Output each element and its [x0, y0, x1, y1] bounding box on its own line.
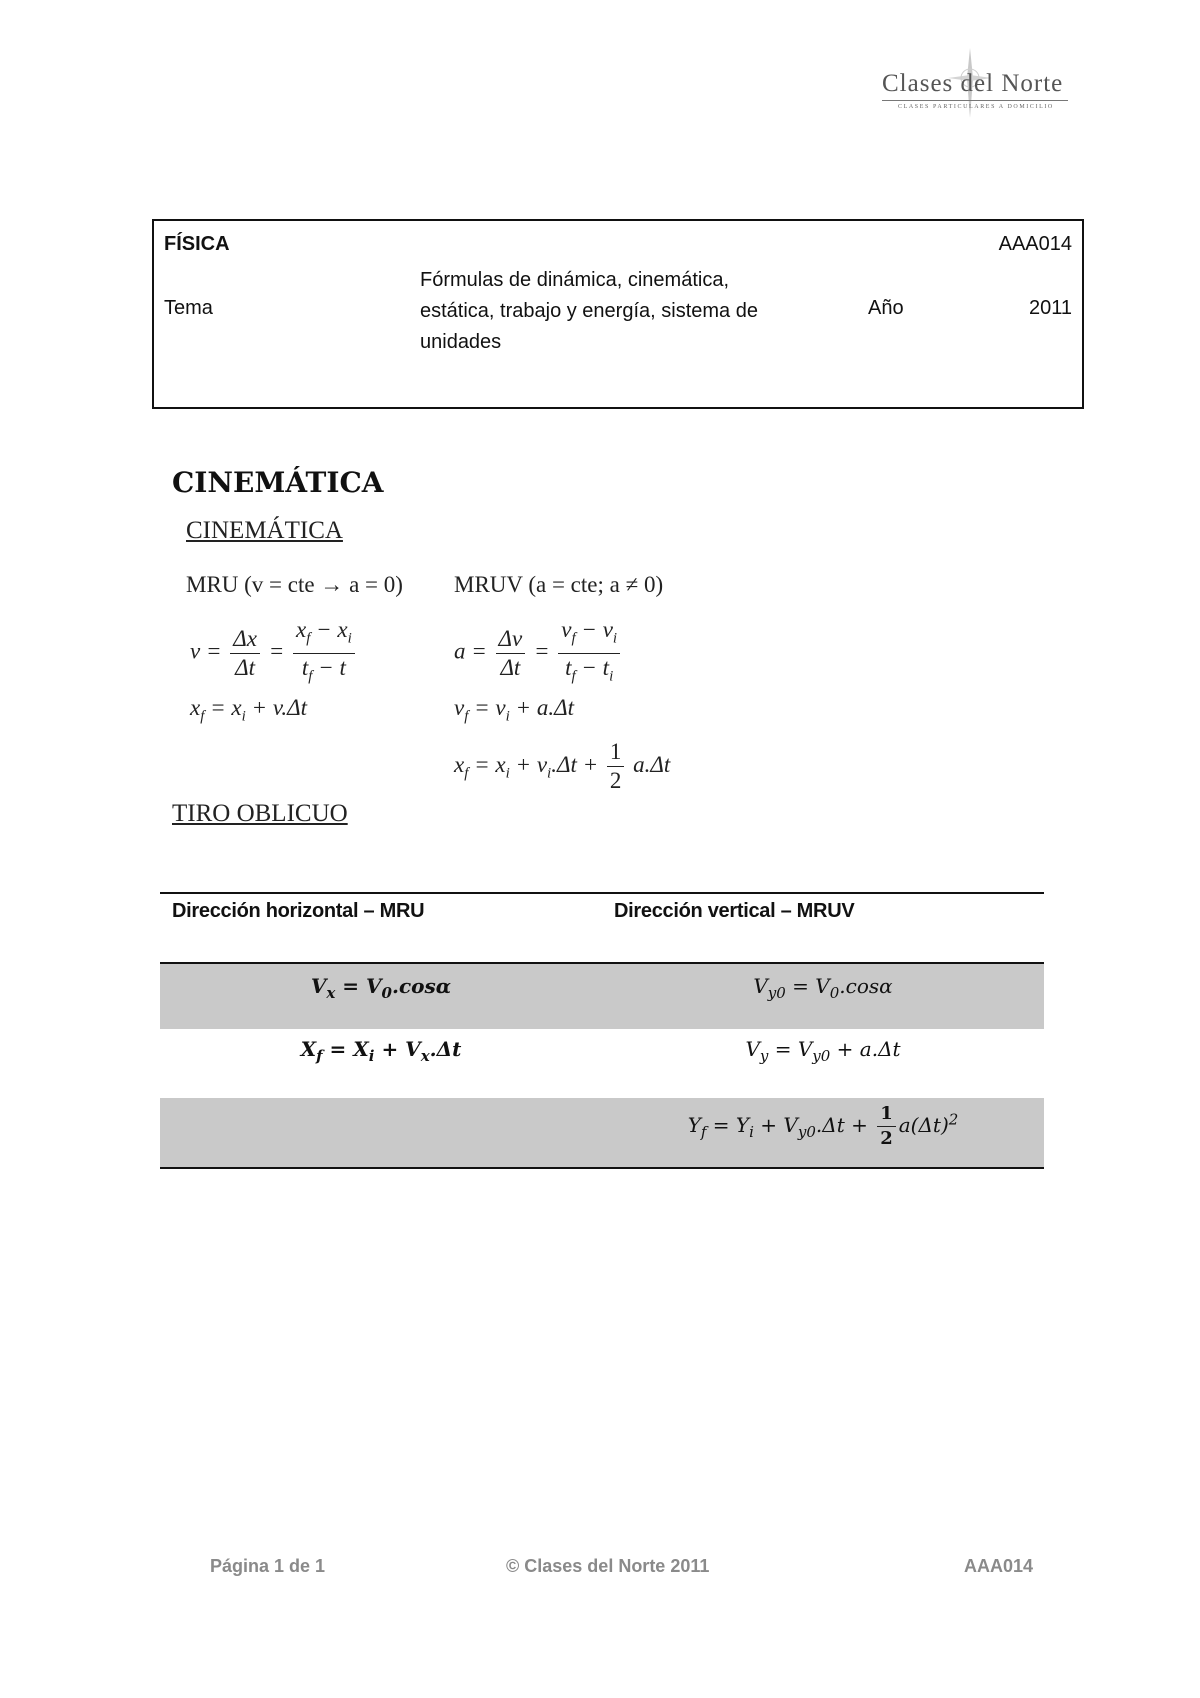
section-title: CINEMÁTICA	[172, 466, 384, 499]
topic-text: Fórmulas de dinámica, cinemática, estática, trabajo y energía, sistema de unidades	[420, 269, 758, 353]
mru-position-formula: $x_f = x_i + v.\Delta t$	[190, 695, 307, 725]
mruv-position-formula: $x_f = x_i + v_i.\Delta t$ + $\frac{1}{2}$ a.Δt	[454, 739, 671, 793]
subsection-title: CINEMÁTICA	[186, 517, 343, 544]
document-header-box	[152, 219, 1084, 409]
formula-yf: $Y_f = Y_i + V_{y0}.\Delta t$ + $\frac{1}{2}$ $a(\Delta t)^2$	[687, 1103, 959, 1149]
tema-label: Tema	[164, 297, 213, 319]
logo-tagline: CLASES PARTICULARES A DOMICILIO	[898, 104, 1054, 110]
footer-document-code: AAA014	[964, 1556, 1034, 1576]
oblique-title: TIRO OBLICUO	[172, 800, 348, 827]
column-header-horizontal: Dirección horizontal – MRU	[172, 900, 425, 922]
mruv-title: MRUV (a = cte; a ≠ 0)	[454, 572, 664, 597]
footer-page-number: Página 1 de 1	[210, 1556, 326, 1576]
column-header-vertical: Dirección vertical – MRUV	[614, 900, 855, 922]
table-header	[160, 892, 1044, 962]
formula-vy0: $V_{y0} = V_0.\cos\alpha$	[753, 974, 893, 1002]
formula-vx: $V_x = V_0.\cos\alpha$	[310, 974, 452, 1002]
logo-name: Clases del Norte	[882, 70, 1064, 97]
formula-vy: $V_y = V_{y0} + a.\Delta t$	[745, 1037, 901, 1065]
document-code: AAA014	[998, 233, 1072, 255]
mru-velocity-formula: v = $\frac{\Delta x}{\Delta t}$ = $\frac{x_f - x_i}{t_f - t}$	[190, 616, 358, 690]
company-logo	[870, 48, 1070, 120]
mruv-acceleration-formula: a = $\frac{\Delta v}{\Delta t}$ = $\frac{v_f - v_i}{t_f - t_i}$	[454, 616, 623, 690]
mruv-velocity-formula: $v_f = v_i + a.\Delta t$	[454, 695, 574, 725]
table-row	[160, 962, 1044, 1029]
subject-label: FÍSICA	[164, 233, 230, 255]
oblique-formulas-table	[160, 892, 1044, 1169]
year-label: Año	[868, 297, 904, 319]
table-row	[160, 1098, 1044, 1169]
footer-copyright: © Clases del Norte 2011	[506, 1556, 710, 1576]
logo-divider	[882, 100, 1068, 101]
mru-title: MRU (v = cte → a = 0)	[186, 572, 403, 597]
year-value: 2011	[1028, 297, 1072, 319]
table-row	[160, 1029, 1044, 1098]
formula-xf: $X_f = X_i + V_x.\Delta t$	[300, 1037, 462, 1065]
